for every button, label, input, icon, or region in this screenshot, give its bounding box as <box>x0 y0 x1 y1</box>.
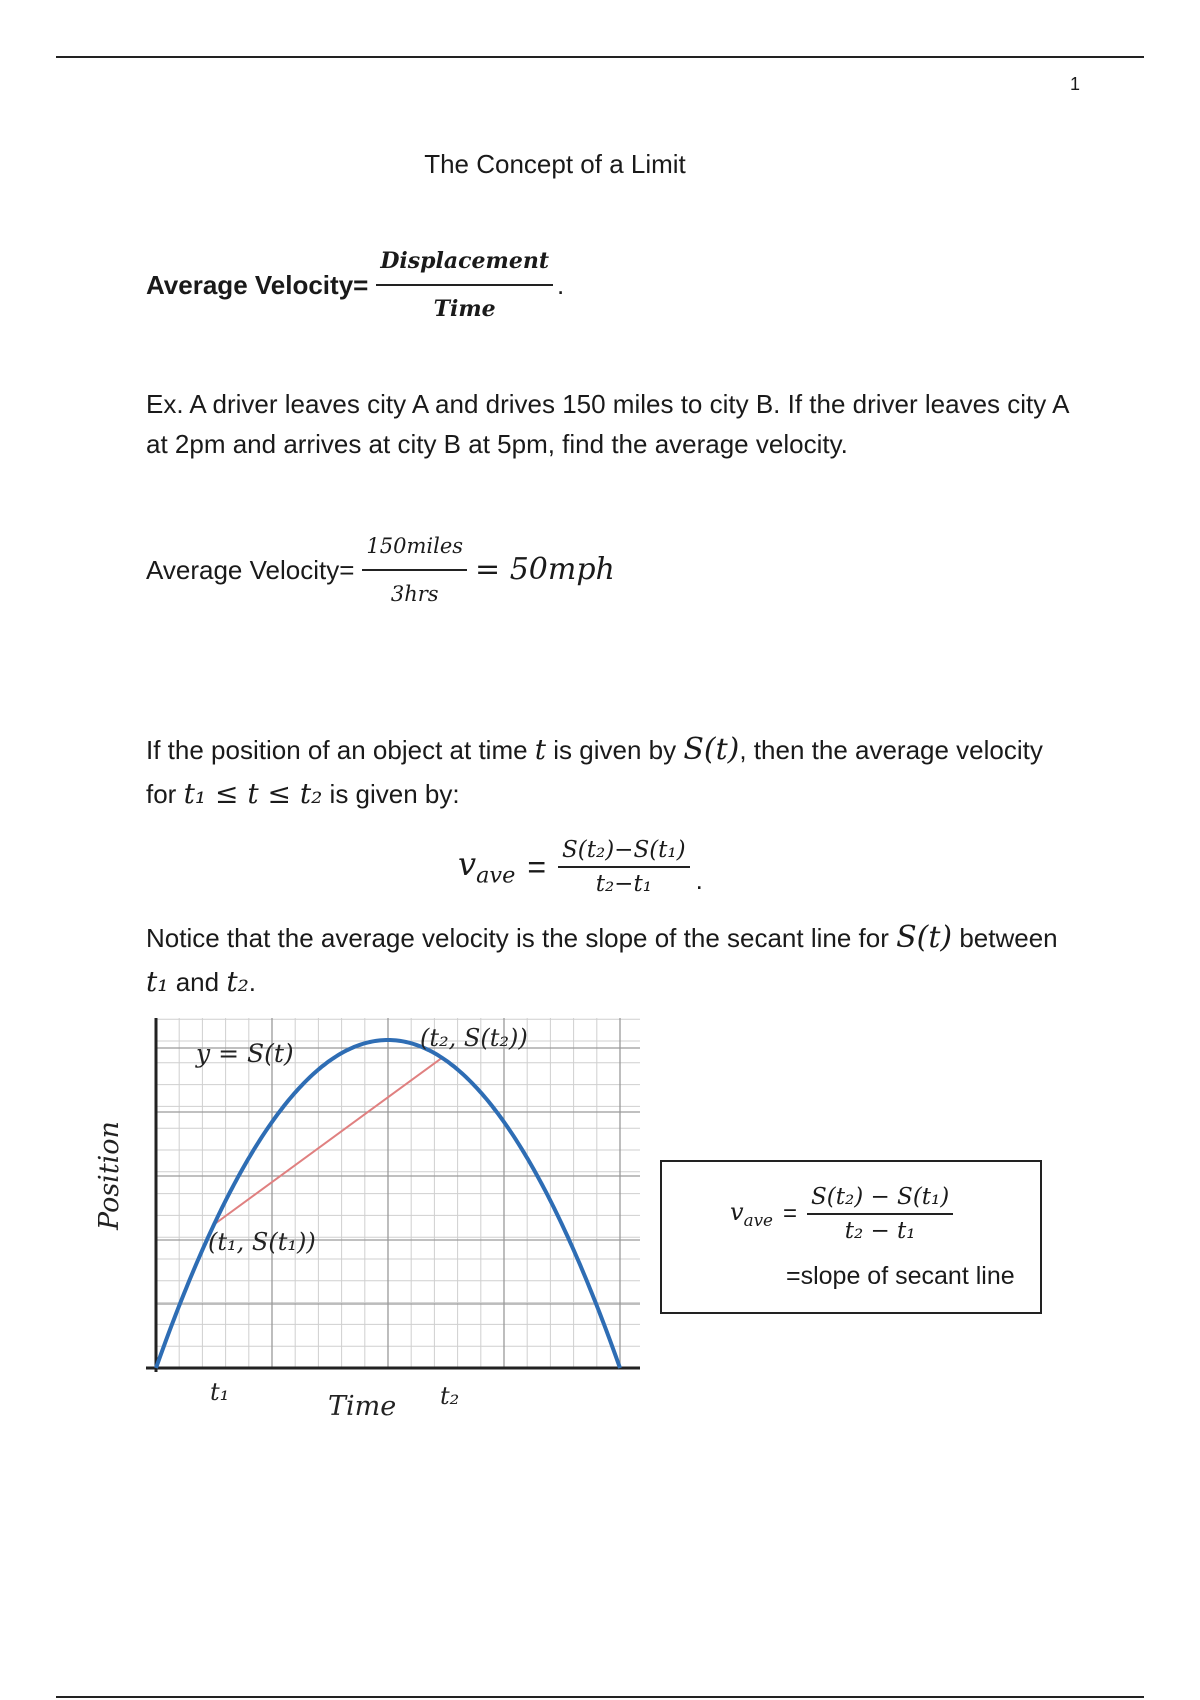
notice-t1: t₁ <box>146 965 169 998</box>
curve-label: y = S(t) <box>196 1039 294 1068</box>
definition-denominator: Time <box>433 296 496 322</box>
notice-and: and <box>168 967 227 997</box>
notice-s-of-t: S(t) <box>896 920 953 955</box>
box-numerator: S(t₂) − S(t₁) <box>807 1184 953 1215</box>
definition-end: . <box>557 270 565 300</box>
general-text-a: If the position of an object at time <box>146 735 535 765</box>
solution-result: = 50mph <box>475 552 615 587</box>
x-axis-label: Time <box>328 1391 397 1422</box>
s-of-t: S(t) <box>683 732 740 767</box>
vave-equals: = <box>527 848 547 885</box>
notice-text-a: Notice that the average velocity is the slope of the secant line for <box>146 923 897 953</box>
page-number: 1 <box>1070 74 1081 94</box>
general-text-d: for <box>146 779 184 809</box>
solution-denominator: 3hrs <box>390 582 439 606</box>
box-sub: ave <box>743 1209 773 1230</box>
vave-denominator: t₂−t₁ <box>595 871 652 897</box>
vave-end: . <box>695 864 703 895</box>
box-equals: = <box>782 1200 797 1227</box>
example-text: Ex. A driver leaves city A and drives 150 miles to city B. If the driver leaves city A at 2pm and arrives at city B at 5pm, find the average velocity. <box>146 389 1068 459</box>
vave-numerator: S(t₂)−S(t₁) <box>558 837 690 868</box>
box-caption: =slope of secant line <box>786 1262 1015 1290</box>
box-denominator: t₂ − t₁ <box>844 1218 916 1244</box>
tick-t1: t₁ <box>210 1378 230 1406</box>
point2-label: (t₂, S(t₂)) <box>420 1024 528 1052</box>
solution-label: Average Velocity= <box>146 555 355 585</box>
notice-end: . <box>248 967 257 997</box>
secant-line <box>214 1058 442 1225</box>
general-text-c: , then the average velocity <box>739 735 1043 765</box>
notice-t2: t₂ <box>226 965 249 998</box>
notice-text-b: between <box>952 923 1058 953</box>
box-formula <box>730 1172 953 1256</box>
tick-t2: t₂ <box>440 1382 460 1410</box>
general-text-e: is given by: <box>322 779 460 809</box>
var-t: t <box>534 733 547 766</box>
box-vave <box>730 1198 773 1230</box>
y-axis-label: Position <box>94 1121 125 1230</box>
vave-v: v <box>458 845 477 884</box>
point1-label: (t₁, S(t₁)) <box>208 1228 316 1256</box>
general-text-b: is given by <box>546 735 684 765</box>
inequality: t₁ ≤ t ≤ t₂ <box>183 777 323 810</box>
formula-box <box>660 1160 1042 1314</box>
solution-numerator: 150miles <box>362 526 467 571</box>
definition-numerator: Displacement <box>376 241 553 286</box>
definition-label: Average Velocity= <box>146 270 369 300</box>
page-title: The Concept of a Limit <box>424 149 686 179</box>
vave-sub: ave <box>476 862 516 889</box>
box-fraction <box>807 1184 953 1244</box>
box-v: v <box>730 1198 744 1227</box>
